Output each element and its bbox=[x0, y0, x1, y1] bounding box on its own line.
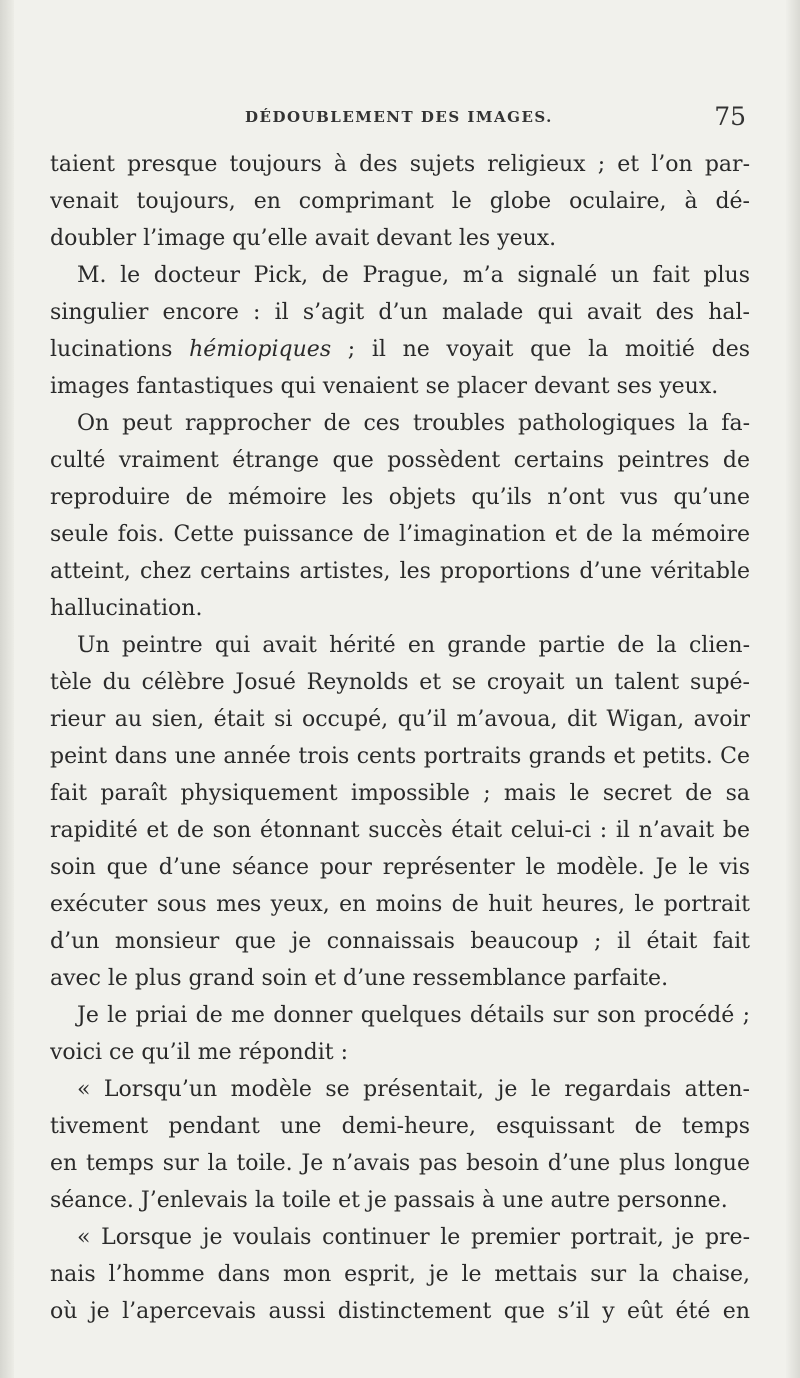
text-line: où je l’apercevais aussi distinctement que s’il y eût été en bbox=[50, 1299, 750, 1324]
text-line: « Lorsque je voulais continuer le premier portrait, je pre- bbox=[77, 1225, 750, 1250]
text-line: séance. J’enlevais la toile et je passais à une autre personne. bbox=[50, 1188, 728, 1213]
text-line: tèle du célèbre Josué Reynolds et se croyait un talent supé- bbox=[50, 670, 750, 695]
text-line: d’un monsieur que je connaissais beaucoup ; il était fait bbox=[50, 929, 750, 954]
text-line: culté vraiment étrange que possèdent certains peintres de bbox=[50, 448, 750, 473]
text-line: soin que d’une séance pour représenter le modèle. Je le vis bbox=[50, 855, 750, 880]
page-number: 75 bbox=[714, 102, 746, 131]
text-line-italic: lucinations hémiopiques ; il ne voyait que la moitié des bbox=[50, 337, 750, 362]
text-line: tivement pendant une demi-heure, esquissant de temps bbox=[50, 1114, 750, 1139]
page-header bbox=[50, 102, 750, 138]
text-line: venait toujours, en comprimant le globe oculaire, à dé- bbox=[50, 189, 750, 214]
running-title: DÉDOUBLEMENT DES IMAGES. bbox=[245, 108, 553, 126]
text-line: peint dans une année trois cents portraits grands et petits. Ce bbox=[50, 744, 750, 769]
text-line: en temps sur la toile. Je n’avais pas besoin d’une plus longue bbox=[50, 1151, 750, 1176]
text-line: doubler l’image qu’elle avait devant les yeux. bbox=[50, 226, 557, 251]
text-line: atteint, chez certains artistes, les proportions d’une véritable bbox=[50, 559, 750, 584]
text-line: hallucination. bbox=[50, 596, 203, 621]
text-line: taient presque toujours à des sujets religieux ; et l’on par- bbox=[50, 152, 750, 177]
text-line: « Lorsqu’un modèle se présentait, je le regardais atten- bbox=[77, 1077, 750, 1102]
text-line: reproduire de mémoire les objets qu’ils n’ont vus qu’une bbox=[50, 485, 750, 510]
text-line: Je le priai de me donner quelques détails sur son procédé ; bbox=[77, 1003, 750, 1028]
text-line: M. le docteur Pick, de Prague, m’a signalé un fait plus bbox=[77, 263, 750, 288]
text-line: nais l’homme dans mon esprit, je le mettais sur la chaise, bbox=[50, 1262, 750, 1287]
text-line: rapidité et de son étonnant succès était celui-ci : il n’avait be bbox=[50, 818, 750, 843]
text-line: images fantastiques qui venaient se placer devant ses yeux. bbox=[50, 374, 719, 399]
text-line: seule fois. Cette puissance de l’imagination et de la mémoire bbox=[50, 522, 750, 547]
text-line: singulier encore : il s’agit d’un malade qui avait des hal- bbox=[50, 300, 750, 325]
text-line: Un peintre qui avait hérité en grande partie de la clien- bbox=[77, 633, 750, 658]
text-line: exécuter sous mes yeux, en moins de huit heures, le portrait bbox=[50, 892, 750, 917]
text-line: voici ce qu’il me répondit : bbox=[50, 1040, 348, 1065]
italic-term: hémiopiques bbox=[189, 337, 332, 362]
body-text bbox=[50, 146, 750, 1330]
text-line: rieur au sien, était si occupé, qu’il m’avoua, dit Wigan, avoir bbox=[50, 707, 750, 732]
page-right-edge-shadow bbox=[786, 0, 800, 1378]
text-line: fait paraît physiquement impossible ; mais le secret de sa bbox=[50, 781, 750, 806]
text-line: On peut rapprocher de ces troubles pathologiques la fa- bbox=[77, 411, 750, 436]
page-left-edge-shadow bbox=[0, 0, 14, 1378]
text-line: avec le plus grand soin et d’une ressemblance parfaite. bbox=[50, 966, 669, 991]
